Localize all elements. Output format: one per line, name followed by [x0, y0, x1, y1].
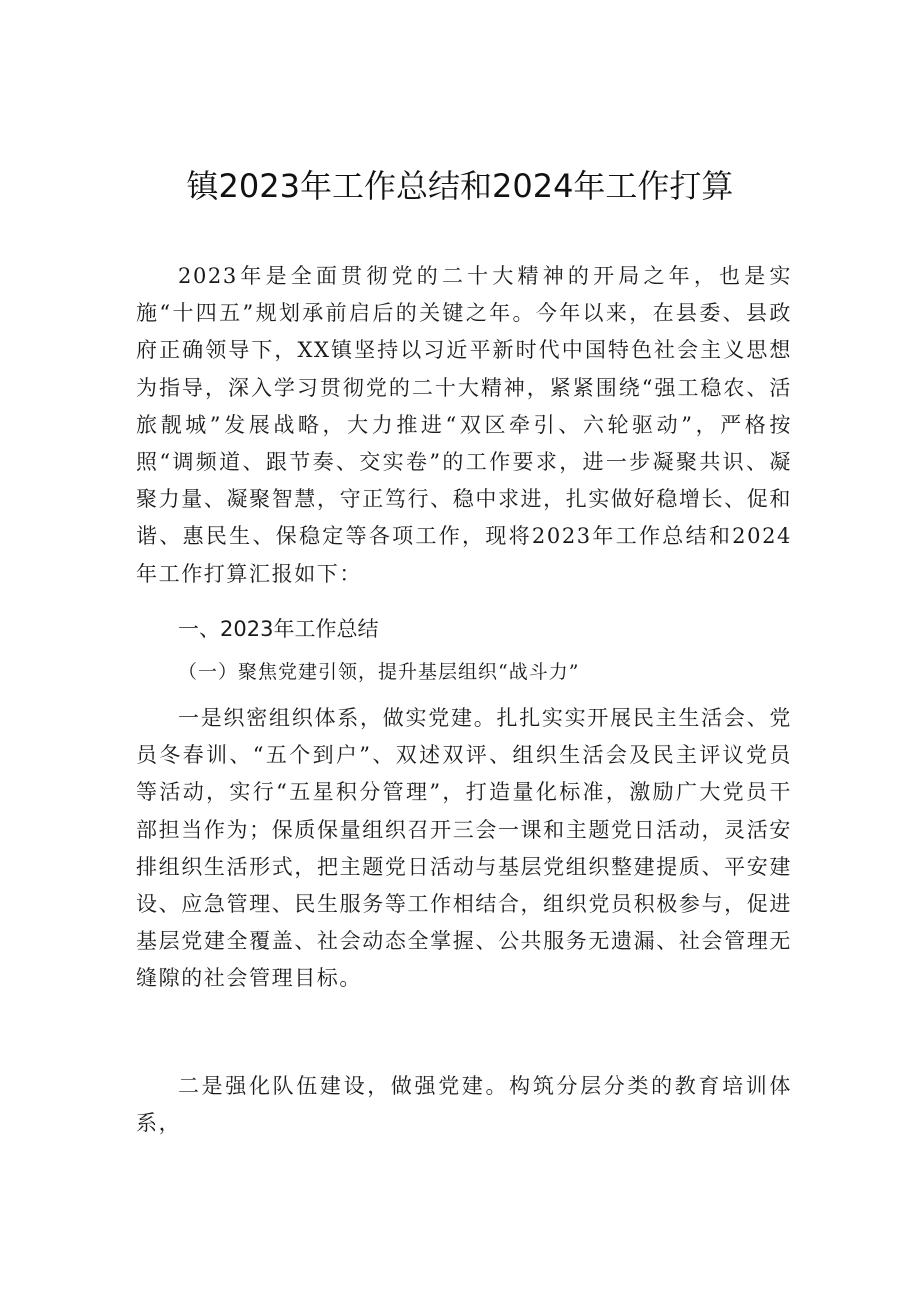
body-paragraph-point-two: 二是强化队伍建设，做强党建。构筑分层分类的教育培训体系， — [136, 1074, 792, 1136]
intro-paragraph: 2023年是全面贯彻党的二十大精神的开局之年，也是实施“十四五”规划承前启后的关键之年。今年以来，在县委、县政府正确领导下，XX镇坚持以习近平新时代中国特色社会主义思想为指导，深入学习贯彻党的二十大精神，紧紧围绕“强工稳农、活旅靓城”发展战略，大力推进“双区牵引、六轮驱动”，严格按照“调频道、跟节奏、交实卷”的工作要求，进一步凝聚共识、凝聚力量、凝聚智慧，守正笃行、稳中求进，扎实做好稳增长、促和谐、惠民生、保稳定等各项工作，现将2023年工作总结和2024年工作打算汇报如下： — [136, 264, 792, 586]
body-paragraph-point-one: 一是织密组织体系，做实党建。扎扎实实开展民主生活会、党员冬春训、“五个到户”、双述双评、组织生活会及民主评议党员等活动，实行“五星积分管理”，打造量化标准，激励广大党员干部担当作为；保质保量组织召开三会一课和主题党日活动，灵活安排组织生活形式，把主题党日活动与基层党组织整建提质、平安建设、应急管理、民生服务等工作相结合，组织党员积极参与，促进基层党建全覆盖、社会动态全掌握、公共服务无遗漏、社会管理无缝隙的社会管理目标。 — [136, 706, 792, 991]
subsection-heading: （一）聚焦党建引领，提升基层组织“战斗力” — [178, 661, 580, 683]
section-heading: 一、2023年工作总结 — [178, 617, 379, 641]
document-title: 镇2023年工作总结和2024年工作打算 — [186, 167, 734, 205]
